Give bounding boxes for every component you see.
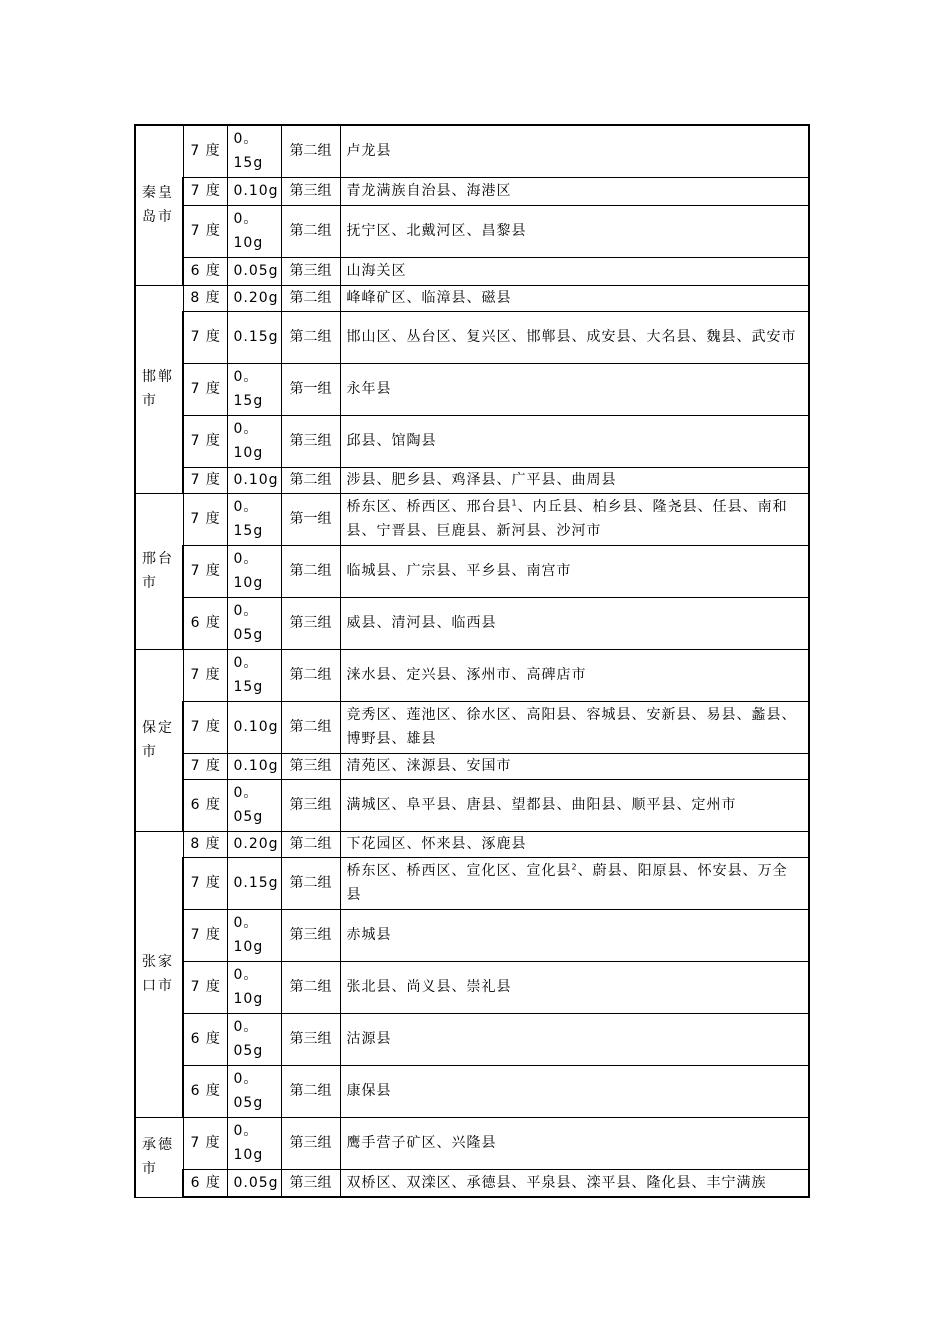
intensity-cell: 6 度 bbox=[183, 597, 227, 649]
table-row bbox=[135, 753, 809, 779]
design-group-cell: 第二组 bbox=[281, 961, 340, 1013]
intensity-cell: 7 度 bbox=[183, 753, 227, 779]
places-cell: 满城区、阜平县、唐县、望都县、曲阳县、顺平县、定州市 bbox=[340, 779, 809, 831]
design-group-cell: 第三组 bbox=[281, 1117, 340, 1169]
acceleration-cell: 0。15g bbox=[227, 125, 281, 177]
table-row bbox=[135, 125, 809, 177]
table-row bbox=[135, 363, 809, 415]
table-row bbox=[135, 649, 809, 701]
acceleration-cell: 0.15g bbox=[227, 857, 281, 909]
design-group-cell: 第一组 bbox=[281, 363, 340, 415]
places-cell: 鹰手营子矿区、兴隆县 bbox=[340, 1117, 809, 1169]
acceleration-cell: 0.10g bbox=[227, 177, 281, 205]
design-group-cell: 第三组 bbox=[281, 1013, 340, 1065]
acceleration-cell: 0.10g bbox=[227, 701, 281, 753]
table-body bbox=[135, 125, 809, 1197]
places-cell: 康保县 bbox=[340, 1065, 809, 1117]
acceleration-cell: 0.10g bbox=[227, 467, 281, 493]
acceleration-cell: 0.05g bbox=[227, 257, 281, 285]
design-group-cell: 第三组 bbox=[281, 753, 340, 779]
intensity-cell: 7 度 bbox=[183, 205, 227, 257]
acceleration-cell: 0。10g bbox=[227, 205, 281, 257]
intensity-cell: 6 度 bbox=[183, 1169, 227, 1197]
table-row bbox=[135, 545, 809, 597]
intensity-cell: 7 度 bbox=[183, 701, 227, 753]
table-row bbox=[135, 831, 809, 857]
city-cell: 邢台市 bbox=[135, 493, 183, 649]
places-cell: 双桥区、双滦区、承德县、平泉县、滦平县、隆化县、丰宁满族 bbox=[340, 1169, 809, 1197]
table-row bbox=[135, 493, 809, 545]
table-row bbox=[135, 1013, 809, 1065]
design-group-cell: 第三组 bbox=[281, 909, 340, 961]
table-row bbox=[135, 909, 809, 961]
design-group-cell: 第三组 bbox=[281, 177, 340, 205]
design-group-cell: 第三组 bbox=[281, 257, 340, 285]
city-cell: 承德市 bbox=[135, 1117, 183, 1197]
design-group-cell: 第三组 bbox=[281, 415, 340, 467]
acceleration-cell: 0。15g bbox=[227, 363, 281, 415]
design-group-cell: 第二组 bbox=[281, 1065, 340, 1117]
intensity-cell: 7 度 bbox=[183, 125, 227, 177]
design-group-cell: 第二组 bbox=[281, 125, 340, 177]
places-cell: 竞秀区、莲池区、徐水区、高阳县、容城县、安新县、易县、蠡县、博野县、雄县 bbox=[340, 701, 809, 753]
city-cell: 秦皇岛市 bbox=[135, 125, 183, 285]
design-group-cell: 第二组 bbox=[281, 311, 340, 363]
acceleration-cell: 0。10g bbox=[227, 961, 281, 1013]
places-cell: 卢龙县 bbox=[340, 125, 809, 177]
places-cell: 邯山区、丛台区、复兴区、邯郸县、成安县、大名县、魏县、武安市 bbox=[340, 311, 809, 363]
intensity-cell: 7 度 bbox=[183, 909, 227, 961]
intensity-cell: 7 度 bbox=[183, 1117, 227, 1169]
intensity-cell: 7 度 bbox=[183, 545, 227, 597]
places-cell: 峰峰矿区、临漳县、磁县 bbox=[340, 285, 809, 311]
acceleration-cell: 0。05g bbox=[227, 779, 281, 831]
places-cell: 抚宁区、北戴河区、昌黎县 bbox=[340, 205, 809, 257]
intensity-cell: 6 度 bbox=[183, 779, 227, 831]
places-text: 、内丘县、柏乡县、隆尧县、任县、南和县、宁晋县、巨鹿县、新河县、沙河市 bbox=[346, 499, 788, 539]
places-cell bbox=[340, 493, 809, 545]
intensity-cell: 8 度 bbox=[183, 285, 227, 311]
places-text: 桥东区、桥西区、宣化区、宣化县 bbox=[346, 863, 572, 879]
table-row bbox=[135, 961, 809, 1013]
acceleration-cell: 0。05g bbox=[227, 1013, 281, 1065]
intensity-cell: 8 度 bbox=[183, 831, 227, 857]
acceleration-cell: 0.20g bbox=[227, 831, 281, 857]
intensity-cell: 7 度 bbox=[183, 177, 227, 205]
intensity-cell: 7 度 bbox=[183, 857, 227, 909]
seismic-zoning-table bbox=[134, 124, 810, 1198]
table-row bbox=[135, 257, 809, 285]
table-row bbox=[135, 597, 809, 649]
places-cell: 山海关区 bbox=[340, 257, 809, 285]
places-cell: 涞水县、定兴县、涿州市、高碑店市 bbox=[340, 649, 809, 701]
footnote-marker: 1 bbox=[511, 498, 518, 508]
city-cell: 保定市 bbox=[135, 649, 183, 831]
city-cell: 邯郸市 bbox=[135, 285, 183, 493]
acceleration-cell: 0。05g bbox=[227, 1065, 281, 1117]
table-row bbox=[135, 415, 809, 467]
design-group-cell: 第二组 bbox=[281, 649, 340, 701]
intensity-cell: 6 度 bbox=[183, 257, 227, 285]
places-cell: 邱县、馆陶县 bbox=[340, 415, 809, 467]
places-cell: 清苑区、涞源县、安国市 bbox=[340, 753, 809, 779]
places-cell: 赤城县 bbox=[340, 909, 809, 961]
design-group-cell: 第三组 bbox=[281, 1169, 340, 1197]
table-row bbox=[135, 285, 809, 311]
design-group-cell: 第二组 bbox=[281, 701, 340, 753]
acceleration-cell: 0。10g bbox=[227, 415, 281, 467]
acceleration-cell: 0。15g bbox=[227, 649, 281, 701]
acceleration-cell: 0。10g bbox=[227, 909, 281, 961]
intensity-cell: 7 度 bbox=[183, 311, 227, 363]
places-cell: 青龙满族自治县、海港区 bbox=[340, 177, 809, 205]
places-text: 、蔚县、阳原县、怀安县、万全县 bbox=[346, 863, 788, 903]
acceleration-cell: 0。10g bbox=[227, 1117, 281, 1169]
intensity-cell: 7 度 bbox=[183, 363, 227, 415]
places-text: 桥东区、桥西区、邢台县 bbox=[346, 499, 512, 515]
table-row bbox=[135, 177, 809, 205]
design-group-cell: 第二组 bbox=[281, 857, 340, 909]
table-row bbox=[135, 779, 809, 831]
places-cell: 张北县、尚义县、崇礼县 bbox=[340, 961, 809, 1013]
intensity-cell: 6 度 bbox=[183, 1065, 227, 1117]
places-cell: 威县、清河县、临西县 bbox=[340, 597, 809, 649]
intensity-cell: 7 度 bbox=[183, 493, 227, 545]
intensity-cell: 7 度 bbox=[183, 961, 227, 1013]
design-group-cell: 第二组 bbox=[281, 831, 340, 857]
intensity-cell: 7 度 bbox=[183, 467, 227, 493]
table-row bbox=[135, 1169, 809, 1197]
design-group-cell: 第二组 bbox=[281, 285, 340, 311]
acceleration-cell: 0.20g bbox=[227, 285, 281, 311]
acceleration-cell: 0.10g bbox=[227, 753, 281, 779]
table-row bbox=[135, 1117, 809, 1169]
places-cell: 永年县 bbox=[340, 363, 809, 415]
table-row bbox=[135, 205, 809, 257]
footnote-marker: 2 bbox=[571, 862, 578, 872]
design-group-cell: 第三组 bbox=[281, 779, 340, 831]
acceleration-cell: 0。05g bbox=[227, 597, 281, 649]
intensity-cell: 7 度 bbox=[183, 415, 227, 467]
places-cell: 临城县、广宗县、平乡县、南宫市 bbox=[340, 545, 809, 597]
places-cell: 沽源县 bbox=[340, 1013, 809, 1065]
places-cell: 下花园区、怀来县、涿鹿县 bbox=[340, 831, 809, 857]
acceleration-cell: 0.15g bbox=[227, 311, 281, 363]
table-row bbox=[135, 311, 809, 363]
acceleration-cell: 0。10g bbox=[227, 545, 281, 597]
design-group-cell: 第一组 bbox=[281, 493, 340, 545]
table-row bbox=[135, 857, 809, 909]
table-row bbox=[135, 467, 809, 493]
city-cell: 张家口市 bbox=[135, 831, 183, 1117]
intensity-cell: 7 度 bbox=[183, 649, 227, 701]
acceleration-cell: 0。15g bbox=[227, 493, 281, 545]
design-group-cell: 第二组 bbox=[281, 467, 340, 493]
table-row bbox=[135, 701, 809, 753]
places-cell bbox=[340, 857, 809, 909]
intensity-cell: 6 度 bbox=[183, 1013, 227, 1065]
design-group-cell: 第三组 bbox=[281, 597, 340, 649]
table-row bbox=[135, 1065, 809, 1117]
design-group-cell: 第二组 bbox=[281, 205, 340, 257]
design-group-cell: 第二组 bbox=[281, 545, 340, 597]
places-cell: 涉县、肥乡县、鸡泽县、广平县、曲周县 bbox=[340, 467, 809, 493]
acceleration-cell: 0.05g bbox=[227, 1169, 281, 1197]
